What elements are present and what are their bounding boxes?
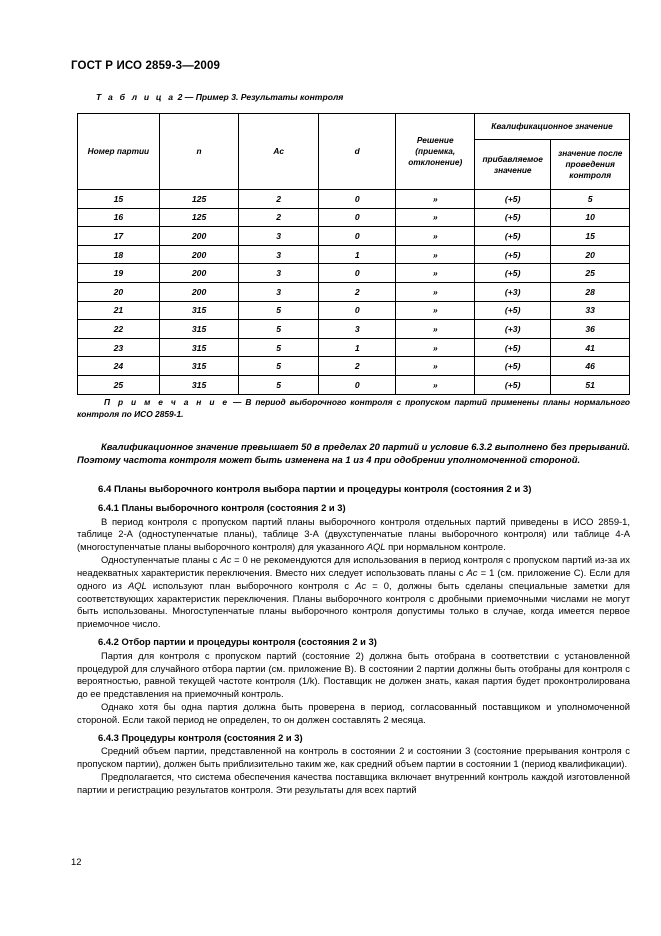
cell-added-value: (+5)	[475, 357, 551, 376]
cell-after-inspection: 20	[551, 245, 630, 264]
cell-ac: 2	[239, 208, 319, 227]
cell-after-inspection: 28	[551, 282, 630, 301]
col-header-decision	[396, 114, 475, 190]
results-table-container	[77, 113, 630, 395]
col-header-n: n	[159, 114, 239, 190]
paragraph-6-4-3-2: Предполагается, что система обеспечения качества поставщика включает внутренний контроль каждой изготовленной партии и регистрацию результатов контроля. Эти результаты для всех партий	[77, 771, 630, 795]
cell-decision: »	[396, 282, 475, 301]
table-note-text: — В период выборочного контроля с пропуском партий применены планы нормального контроля по ИСО 2859-1.	[77, 397, 630, 420]
heading-6-4: 6.4 Планы выборочного контроля выбора партии и процедуры контроля (состояния 2 и 3)	[98, 484, 532, 495]
cell-ac: 5	[239, 320, 319, 339]
cell-decision: »	[396, 245, 475, 264]
col-header-added-line1: прибавляемое	[482, 153, 543, 164]
results-table	[77, 113, 630, 395]
table-note-label: П р и м е ч а н и е	[104, 397, 230, 407]
cell-after-inspection: 25	[551, 264, 630, 283]
cell-added-value: (+5)	[475, 208, 551, 227]
cell-n: 315	[159, 301, 239, 320]
col-header-lot-number: Номер партии	[78, 114, 160, 190]
cell-n: 125	[159, 190, 239, 209]
table-header-row-1	[78, 114, 630, 140]
cell-added-value: (+5)	[475, 264, 551, 283]
cell-lot-number: 21	[78, 301, 160, 320]
cell-n: 200	[159, 245, 239, 264]
cell-ac: 3	[239, 227, 319, 246]
cell-added-value: (+5)	[475, 245, 551, 264]
cell-lot-number: 19	[78, 264, 160, 283]
paragraph-6-4-2-2: Однако хотя бы одна партия должна быть проверена в период, согласованный поставщиком и уполномоченной стороной. Если такой период не определен, то он должен составлять 2 месяца.	[77, 701, 630, 725]
col-header-added-line2: значение	[493, 164, 532, 175]
table-caption	[96, 92, 343, 102]
table-head	[78, 114, 630, 190]
col-header-added-value	[475, 140, 551, 190]
table-row	[78, 264, 630, 283]
cell-added-value: (+3)	[475, 282, 551, 301]
cell-lot-number: 17	[78, 227, 160, 246]
cell-d: 0	[318, 264, 395, 283]
cell-d: 0	[318, 190, 395, 209]
cell-after-inspection: 36	[551, 320, 630, 339]
cell-d: 1	[318, 245, 395, 264]
cell-d: 2	[318, 282, 395, 301]
cell-ac: 3	[239, 245, 319, 264]
table-row	[78, 245, 630, 264]
cell-decision: »	[396, 190, 475, 209]
table-row	[78, 320, 630, 339]
paragraph-6-4-1-1: В период контроля с пропуском партий планы выборочного контроля отдельных партий приведены в ИСО 2859-1, таблице 2-А (одноступенчатые планы), таблице 3-А (двухступенчатые планы выборочного контроля) или таблице 4-А (многоступенчатые планы выборочного контроля) для указанного AQL при нормальном контроле.	[77, 515, 630, 553]
cell-after-inspection: 33	[551, 301, 630, 320]
heading-6-4-3: 6.4.3 Процедуры контроля (состояния 2 и 3)	[98, 731, 303, 743]
cell-n: 200	[159, 227, 239, 246]
col-header-d: d	[318, 114, 395, 190]
cell-added-value: (+5)	[475, 375, 551, 394]
heading-6-4-2: 6.4.2 Отбор партии и процедуры контроля (состояния 2 и 3)	[98, 636, 377, 648]
cell-lot-number: 25	[78, 375, 160, 394]
table-caption-prefix: Т а б л и ц а	[96, 92, 176, 102]
col-header-after-line3: контроля	[569, 169, 612, 180]
cell-added-value: (+3)	[475, 320, 551, 339]
body-content	[77, 484, 630, 797]
cell-after-inspection: 5	[551, 190, 630, 209]
cell-ac: 3	[239, 282, 319, 301]
cell-lot-number: 16	[78, 208, 160, 227]
heading-6-4-1: 6.4.1 Планы выборочного контроля (состояния 2 и 3)	[98, 501, 346, 513]
cell-d: 0	[318, 227, 395, 246]
col-header-decision-line1: Решение	[416, 135, 454, 146]
col-header-decision-line2: (приемка,	[415, 146, 456, 157]
cell-lot-number: 24	[78, 357, 160, 376]
cell-decision: »	[396, 301, 475, 320]
paragraph-6-4-3-1: Средний объем партии, представленной на контроль в состоянии 2 и состоянии 3 (состояние прерывания контроля с пропуском партии), должен быть приблизительно таким же, как средний объем партии в состоянии 1 (период квалификации).	[77, 745, 630, 770]
cell-d: 0	[318, 375, 395, 394]
cell-decision: »	[396, 227, 475, 246]
cell-d: 3	[318, 320, 395, 339]
cell-ac: 2	[239, 190, 319, 209]
cell-ac: 5	[239, 301, 319, 320]
table-caption-rest: 2 — Пример 3. Результаты контроля	[177, 92, 344, 102]
table-row	[78, 208, 630, 227]
cell-decision: »	[396, 320, 475, 339]
cell-n: 125	[159, 208, 239, 227]
cell-n: 315	[159, 338, 239, 357]
cell-added-value: (+5)	[475, 338, 551, 357]
table-row	[78, 375, 630, 394]
running-head: ГОСТ Р ИСО 2859-3—2009	[71, 60, 221, 72]
cell-after-inspection: 10	[551, 208, 630, 227]
cell-decision: »	[396, 338, 475, 357]
cell-lot-number: 15	[78, 190, 160, 209]
cell-added-value: (+5)	[475, 301, 551, 320]
cell-after-inspection: 15	[551, 227, 630, 246]
col-header-after-line1: значение после	[557, 148, 623, 159]
table-row	[78, 227, 630, 246]
col-header-after-line2: проведения	[565, 159, 615, 170]
cell-decision: »	[396, 375, 475, 394]
cell-added-value: (+5)	[475, 190, 551, 209]
table-row	[78, 338, 630, 357]
cell-lot-number: 20	[78, 282, 160, 301]
cell-ac: 5	[239, 375, 319, 394]
cell-ac: 5	[239, 357, 319, 376]
cell-lot-number: 23	[78, 338, 160, 357]
cell-after-inspection: 51	[551, 375, 630, 394]
table-note	[77, 396, 630, 421]
table-body	[78, 190, 630, 395]
table-row	[78, 301, 630, 320]
cell-after-inspection: 46	[551, 357, 630, 376]
cell-d: 2	[318, 357, 395, 376]
cell-lot-number: 18	[78, 245, 160, 264]
page-number: 12	[71, 856, 82, 867]
col-header-qualification-group: Квалификационное значение	[475, 114, 630, 140]
col-header-after-inspection	[551, 140, 630, 190]
table-row	[78, 357, 630, 376]
cell-lot-number: 22	[78, 320, 160, 339]
paragraph-6-4-1-2: Одноступенчатые планы с Ac = 0 не рекомендуются для использования в период контроля с пропуском партий из-за их неадекватных характеристик переключения. Вместо них следует использовать планы с Ac = 1 (см. приложение С). Если для одного из AQL используют план выборочного контроля с Ac = 0, должны быть сделаны специальные заметки для соответствующих характеристик переключения. Планы выборочного контроля с дробными приемочными числами не могут быть использованы. Многоступенчатые планы выборочного контроля допустимы только в случае, когда имеется первое приемочное число.	[77, 554, 630, 630]
cell-decision: »	[396, 264, 475, 283]
cell-d: 0	[318, 301, 395, 320]
table-row	[78, 282, 630, 301]
cell-ac: 3	[239, 264, 319, 283]
cell-added-value: (+5)	[475, 227, 551, 246]
emphasis-paragraph: Квалификационное значение превышает 50 в пределах 20 партий и условие 6.3.2 выполнено без прерываний. Поэтому частота контроля может быть изменена на 1 из 4 при одобрении уполномоченной стороной.	[77, 441, 630, 466]
col-header-ac: Ac	[239, 114, 319, 190]
cell-n: 200	[159, 264, 239, 283]
cell-n: 200	[159, 282, 239, 301]
cell-n: 315	[159, 320, 239, 339]
cell-d: 0	[318, 208, 395, 227]
cell-ac: 5	[239, 338, 319, 357]
cell-decision: »	[396, 208, 475, 227]
cell-n: 315	[159, 357, 239, 376]
cell-d: 1	[318, 338, 395, 357]
col-header-decision-line3: отклонение)	[408, 156, 463, 167]
paragraph-6-4-2-1: Партия для контроля с пропуском партий (состояние 2) должна быть отобрана в соответствии с установленной процедурой для случайного отбора партии (см. приложение В). В состоянии 2 партии должны быть отобраны для контроля с вероятностью, равной текущей частоте контроля (1/k). Поставщик не должен знать, какая партия будет проконтролирована до ее представления на приемочный контроль.	[77, 649, 630, 700]
cell-after-inspection: 41	[551, 338, 630, 357]
table-row	[78, 190, 630, 209]
cell-n: 315	[159, 375, 239, 394]
cell-decision: »	[396, 357, 475, 376]
